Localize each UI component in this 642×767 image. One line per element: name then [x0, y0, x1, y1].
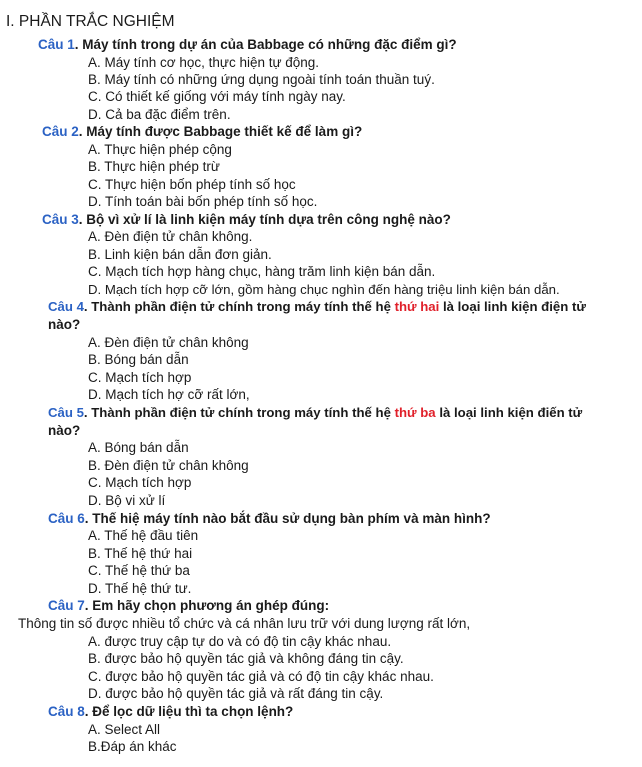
option-2d: D. Tính toán bài bốn phép tính số học. [88, 194, 318, 209]
question-text-end: là loại linh kiện điến tử [435, 405, 583, 420]
option-3b: B. Linh kiện bán dẫn đơn giản. [88, 247, 272, 262]
question-4-continued: nào? [48, 317, 81, 332]
question-text: . Bộ vì xử lí là linh kiện máy tính dựa trên công nghệ nào? [78, 212, 451, 227]
question-text: . Máy tính trong dự án của Babbage có những đặc điểm gì? [74, 37, 457, 52]
option-1d: D. Cả ba đặc điểm trên. [88, 107, 231, 122]
section-title: I. PHẦN TRẮC NGHIỆM [6, 13, 175, 30]
question-number: Câu 4 [48, 299, 84, 314]
question-text: . Thế hiệ máy tính nào bắt đầu sử dụng bàn phím và màn hình? [84, 511, 491, 526]
question-text: . Thành phần điện tử chính trong máy tính thế hệ [83, 405, 395, 420]
option-5d: D. Bộ vi xử lí [88, 493, 166, 508]
option-7d: D. được bảo hộ quyền tác giả và rất đáng tin cậy. [88, 686, 384, 701]
question-number: Câu 3 [42, 212, 79, 227]
question-number: Câu 2 [42, 124, 79, 139]
question-text-end: là loại linh kiện điện tử [439, 299, 586, 314]
option-5c: C. Mạch tích hợp [88, 475, 192, 490]
option-1b: B. Máy tính có những ứng dụng ngoài tính toán thuần tuý. [88, 72, 435, 87]
question-text: . Thành phần điện tử chính trong máy tính thế hệ [83, 299, 395, 314]
option-6a: A. Thế hệ đầu tiên [88, 528, 199, 543]
option-3a: A. Đèn điện tử chân không. [88, 229, 253, 244]
option-5a: A. Bóng bán dẫn [88, 440, 189, 455]
question-text: . Để lọc dữ liệu thì ta chọn lệnh? [84, 704, 294, 719]
question-number: Câu 6 [48, 511, 85, 526]
question-text: . Em hãy chọn phương án ghép đúng: [84, 598, 330, 613]
option-1a: A. Máy tính cơ học, thực hiện tự động. [88, 55, 320, 70]
option-4c: C. Mạch tích hợp [88, 370, 192, 385]
option-4d: D. Mạch tích hợ cỡ rất lớn, [88, 387, 250, 402]
option-8a: A. Select All [88, 722, 161, 737]
question-5-continued: nào? [48, 423, 81, 438]
option-6c: C. Thế hệ thứ ba [88, 563, 190, 578]
option-3c: C. Mạch tích hợp hàng chục, hàng trăm linh kiện bán dẫn. [88, 264, 436, 279]
question-4 [48, 298, 586, 315]
option-2c: C. Thực hiện bốn phép tính số học [88, 177, 296, 192]
option-6b: B. Thế hệ thứ hai [88, 546, 193, 561]
option-6d: D. Thế hệ thứ tư. [88, 581, 192, 596]
highlight-text: thứ ba [394, 405, 436, 420]
question-text: . Máy tính được Babbage thiết kế để làm gì? [78, 124, 363, 139]
option-7c: C. được bảo hộ quyền tác giả và có độ tin cậy khác nhau. [88, 669, 434, 684]
question-2 [42, 123, 362, 140]
question-number: Câu 7 [48, 598, 85, 613]
option-4b: B. Bóng bán dẫn [88, 352, 189, 367]
option-7b: B. được bảo hộ quyền tác giả và không đáng tin cậy. [88, 651, 404, 666]
question-7-stem: Thông tin số được nhiều tổ chức và cá nhân lưu trữ với dung lượng rất lớn, [18, 616, 471, 631]
option-7a: A. được truy cập tự do và có độ tin cậy khác nhau. [88, 634, 392, 649]
question-number: Câu 1 [38, 37, 75, 52]
question-1 [38, 36, 457, 53]
question-number: Câu 8 [48, 704, 85, 719]
option-3d: D. Mạch tích hợp cỡ lớn, gồm hàng chục nghìn đến hàng triệu linh kiện bán dẫn. [88, 282, 560, 297]
question-number: Câu 5 [48, 405, 84, 420]
question-6 [48, 510, 491, 527]
option-5b: B. Đèn điện tử chân không [88, 458, 249, 473]
option-4a: A. Đèn điện tử chân không [88, 335, 249, 350]
question-5 [48, 404, 582, 421]
option-1c: C. Có thiết kế giống với máy tính ngày nay. [88, 89, 346, 104]
question-3 [42, 211, 451, 228]
option-2a: A. Thực hiện phép cộng [88, 142, 232, 157]
question-7 [48, 597, 329, 614]
option-8b: B.Đáp án khác [88, 739, 177, 754]
question-8 [48, 703, 293, 720]
highlight-text: thứ hai [394, 299, 440, 314]
option-2b: B. Thực hiện phép trừ [88, 159, 220, 174]
